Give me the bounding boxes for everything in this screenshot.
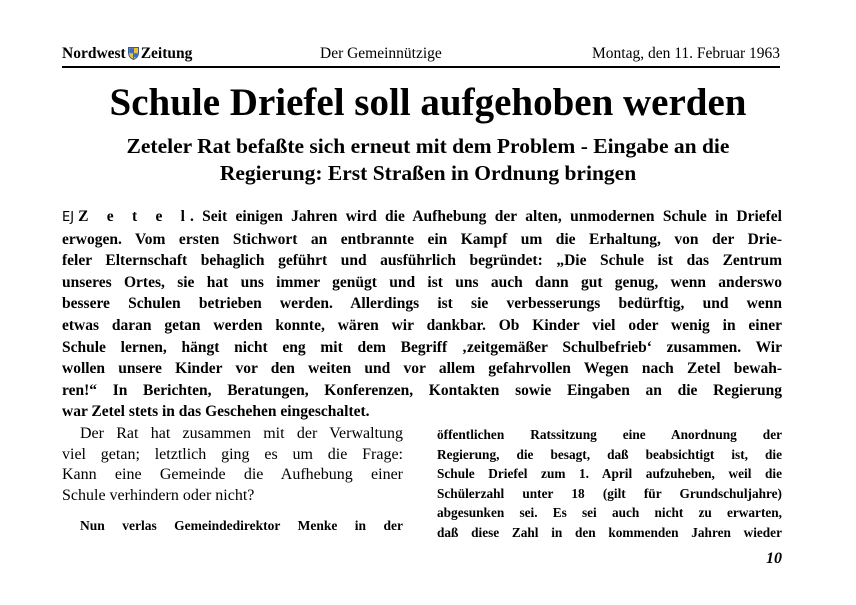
article-headline: Schule Driefel soll aufgehoben werden [109,81,747,124]
lead-line: wollen unsere Kinder vor den weiten und vor allem gefahrvollen Wegen nach Zetel bewah- [62,360,782,378]
body-line: abgesunken sei. Es sei auch nicht zu erwarten, [437,505,782,521]
subhead-line: Regierung: Erst Straßen in Ordnung bringen [219,161,637,185]
lead-line: bessere Schulen betrieben werden. Allerdings ist sie verbesserungs bedürftig, und wenn [62,295,782,313]
left-column [62,424,403,536]
newspaper-name-part1: Nordwest [62,45,126,62]
subhead-line: Zeteler Rat befaßte sich erneut mit dem Problem - Eingabe an die [126,134,730,158]
author-initials: EJ [62,210,75,225]
lead-line: erwogen. Vom ersten Stichwort an entbrannte ein Kampf um die Erhaltung, von der Drie- [62,230,782,248]
lead-line: etwas daran getan werden konnte, wären wir dankbar. Ob Kinder viel oder wenig in einer [62,316,782,334]
body-line: Schule verhindern oder nicht? [62,486,255,504]
body-line: Schülerzahl unter 18 (gilt für Grundschuljahre) [437,485,782,501]
body-line: Der Rat hat zusammen mit der Verwaltung [80,425,403,442]
body-line: viel getan; letztlich ging es um die Frage: [62,445,403,463]
lead-line: feler Elternschaft behaglich geführt und ausführlich begründet: „Die Schule ist das Zentrum [62,252,782,270]
body-line: öffentlichen Ratssitzung eine Anordnung der [437,427,782,442]
body-line: Regierung, die besagt, daß beabsichtigt ist, die [437,446,782,462]
coat-of-arms-icon [128,47,139,60]
lead-line-rest: . Seit einigen Jahren wird die Aufhebung der alten, unmodernen Schule in Driefel [189,208,782,225]
lead-line: war Zetel stets in das Geschehen eingeschaltet. [62,403,370,421]
newspaper-name [62,44,192,64]
lead-line [62,206,782,229]
lead-line: Schule lernen, hängt nicht eng mit dem Begriff ‚zeitgemäßer Schulbefrieb‘ zusammen. Wir [62,338,782,356]
body-line: daß diese Zahl in den kommenden Jahren wieder [437,524,782,540]
article-subhead [60,133,796,187]
lead-line: unseres Ortes, sie hat uns immer genügt und ist uns auch dann gut genug, wenn anderswo [62,273,782,291]
body-line: Kann eine Gemeinde die Aufhebung einer [62,466,403,483]
newspaper-name-part2: Zeitung [140,45,193,62]
body-line: Schule Driefel zum 1. April aufzuheben, weil die [437,466,782,482]
page-number: 10 [766,550,782,567]
section-name: Der Gemeinnützige [320,45,442,62]
issue-date: Montag, den 11. Februar 1963 [592,45,780,62]
dateline-place: Z e t e l [78,208,190,225]
body-bold-line: Nun verlas Gemeindedirektor Menke in der [80,518,403,533]
right-column [437,425,782,543]
lead-line: ren!“ In Berichten, Beratungen, Konferenzen, Kontakten sowie Eingaben an die Regierung [62,381,782,399]
article-lead [62,206,782,423]
masthead [62,44,780,68]
